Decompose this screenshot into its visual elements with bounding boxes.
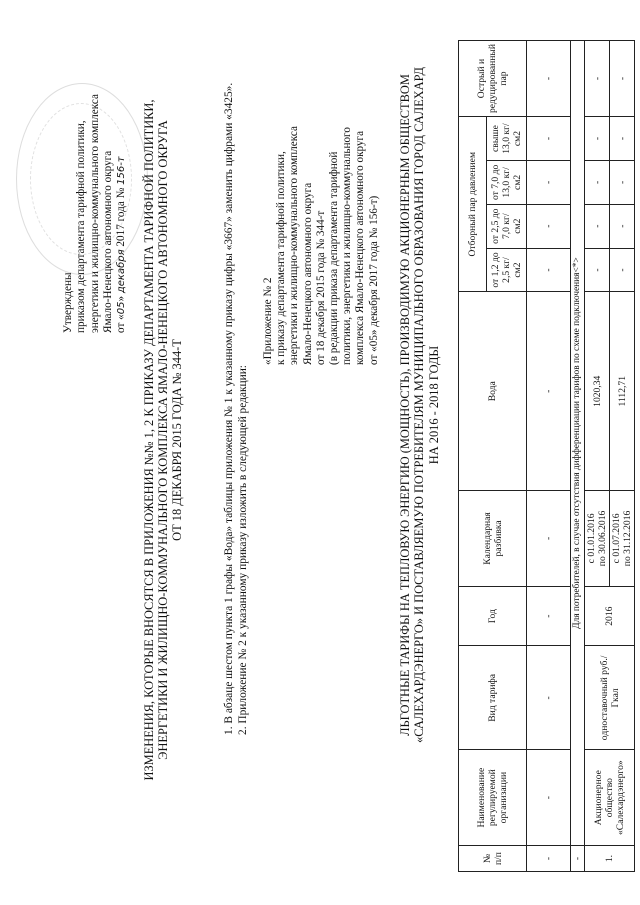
tariff-table: № п/п Наименование регулируемой организации Вид тарифа Год Календарная разбивка Вода Отборный пар давлением Острый и редуцированный пар от 1,2 до 2,5 кг/см2 от 2,5 до 7,0 кг/см2 от 7,0 до 13,0 кг/см2 свыше 13,0 кг/см2 - - - - - - - - - - - - Для потребителей, в случае отсутствия дифференциации тарифов по схеме подключения<*> 1. Акционерное общество «Салехардэнерго» одноставочный руб./Гкал 2016 с 01.01.2016 по 30.06.2016 1020,34 - - - - - с 01.07.2016 по 31.12.2016 1112,71 - - - - - bbox=[458, 40, 635, 872]
table-row: с 01.07.2016 по 31.12.2016 1112,71 - - - - - bbox=[610, 41, 635, 872]
row-year: 2016 bbox=[585, 586, 635, 646]
annex-date: от «05» декабря 2017 года № 156-т) bbox=[367, 195, 380, 365]
approval-line: Ямало-Ненецкого автономного округа bbox=[101, 150, 114, 333]
row-num: 1. bbox=[585, 846, 635, 872]
header-steam: Отборный пар давлением bbox=[459, 117, 487, 292]
handwritten-number: 156-т bbox=[116, 156, 128, 185]
header-steam-1: от 1,2 до 2,5 кг/см2 bbox=[487, 248, 527, 292]
handwritten-month: декабря bbox=[116, 249, 128, 294]
amendment-item: 2. Приложение № 2 к указанному приказу изложить в следующей редакции: bbox=[237, 365, 249, 735]
header-year: Год bbox=[459, 586, 527, 646]
table-row: - - - - - - - - - - - bbox=[527, 41, 571, 872]
tariff-title: ЛЬГОТНЫЕ ТАРИФЫ НА ТЕПЛОВУЮ ЭНЕРГИЮ (МОЩНОСТЬ), ПРОИЗВОДИМУЮ АКЦИОНЕРНЫМ ОБЩЕСТВОМ «САЛЕХАРДЭНЕРГО» И ПОСТАВЛЯЕМУЮ ПОТРЕБИТЕЛЯМ МУНИЦИПАЛЬНОГО ОБРАЗОВАНИЯ ГОРОД САЛЕХАРД НА 2016 - 2018 ГОДЫ bbox=[398, 67, 441, 743]
header-period: Календарная разбивка bbox=[459, 491, 527, 587]
document-heading: ИЗМЕНЕНИЯ, КОТОРЫЕ ВНОСЯТСЯ В ПРИЛОЖЕНИЯ №№ 1, 2 К ПРИКАЗУ ДЕПАРТАМЕНТА ТАРИФНОЙ ПОЛИТИКИ, ЭНЕРГЕТИКИ И ЖИЛИЩНО-КОММУНАЛЬНОГО КОМПЛЕКСА ЯМАЛО-НЕНЕЦКОГО АВТОНОМНОГО ОКРУГА ОТ 18 ДЕКАБРЯ 2015 ГОДА № 344-Т bbox=[142, 99, 184, 781]
amendment-items bbox=[222, 45, 250, 735]
approval-date: от «05» декабря 2017 года № 156-т bbox=[115, 156, 128, 333]
table-note: Для потребителей, в случае отсутствия дифференциации тарифов по схеме подключения<*> bbox=[571, 41, 585, 846]
header-steam-4: свыше 13,0 кг/см2 bbox=[487, 117, 527, 161]
handwritten-day: 05 bbox=[116, 301, 128, 315]
row-water-value: 1112,71 bbox=[610, 292, 635, 491]
header-org: Наименование регулируемой организации bbox=[459, 750, 527, 846]
row-water-value: 1020,34 bbox=[585, 292, 610, 491]
row-org: Акционерное общество «Салехардэнерго» bbox=[585, 750, 635, 846]
annex-block: «Приложение № 2 к приказу департамента тарифной политики, энергетики и жилищно-коммунального комплекса Ямало-Ненецкого автономного округа от 18 декабря 2015 года № 344-т (в редакции приказа департамента тарифной политики, энергетики и жилищно-коммунального комплекса Ямало-Ненецкого автономного округа от «05» декабря 2017 года № 156-т) bbox=[262, 35, 381, 365]
header-water: Вода bbox=[459, 292, 527, 491]
approval-line: приказом департамента тарифной политики, bbox=[75, 120, 88, 333]
table-row: 1. Акционерное общество «Салехардэнерго» одноставочный руб./Гкал 2016 с 01.01.2016 по 30.06.2016 1020,34 - - - - - bbox=[585, 41, 610, 872]
row-period: с 01.01.2016 по 30.06.2016 bbox=[585, 491, 610, 587]
approval-block bbox=[62, 13, 128, 333]
approval-line: Утверждены bbox=[62, 272, 74, 333]
header-sharp-steam: Острый и редуцированный пар bbox=[459, 41, 527, 117]
approval-line: энергетики и жилищно-коммунального комплекса bbox=[88, 94, 101, 333]
header-steam-2: от 2,5 до 7,0 кг/см2 bbox=[487, 204, 527, 248]
row-period: с 01.07.2016 по 31.12.2016 bbox=[610, 491, 635, 587]
header-steam-3: от 7,0 до 13,0 кг/см2 bbox=[487, 160, 527, 204]
amendment-item: 1. В абзаце шестом пункта 1 графы «Вода» таблицы приложения № 1 к указанному приказу цифры «3667» заменить цифрами «3425». bbox=[223, 82, 235, 735]
header-tariff-type: Вид тарифа bbox=[459, 646, 527, 750]
header-num: № п/п bbox=[459, 846, 527, 872]
row-tariff-type: одноставочный руб./Гкал bbox=[585, 646, 635, 750]
